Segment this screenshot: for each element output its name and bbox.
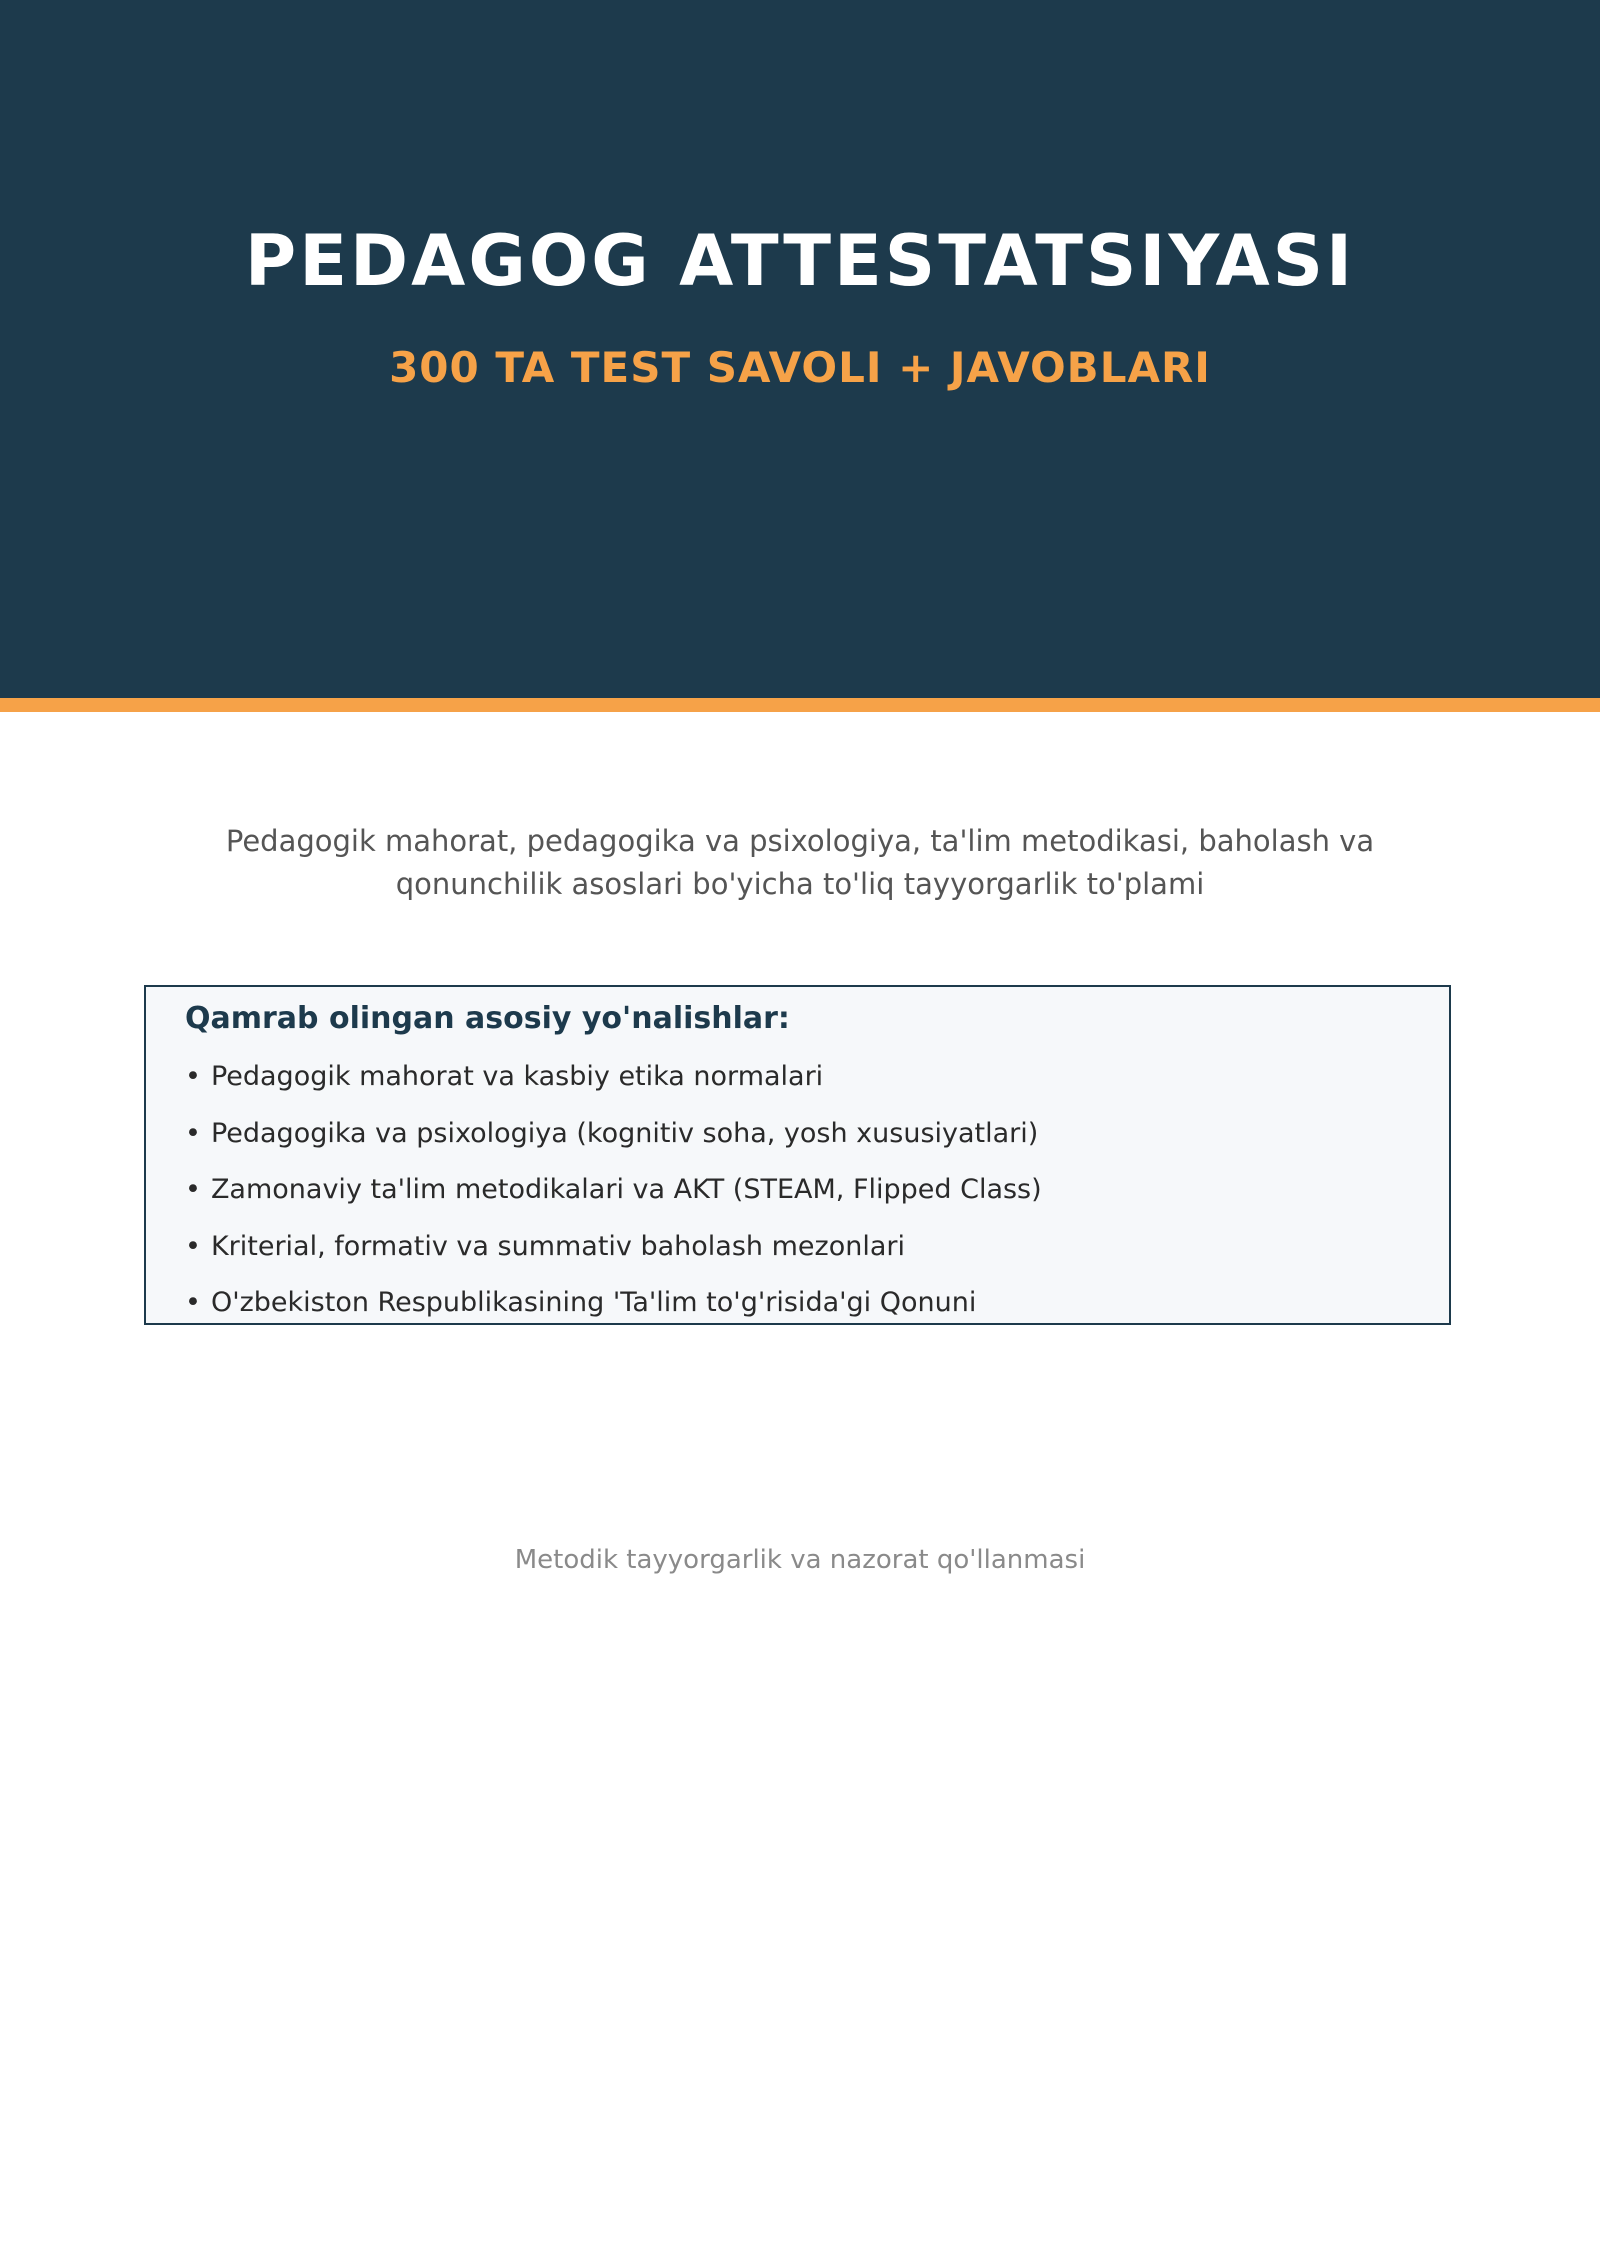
page-title: PEDAGOG ATTESTATSIYASI [244, 220, 1356, 302]
intro-text: Pedagogik mahorat, pedagogika va psixologiya, ta'lim metodikasi, baholash va qonunchilik asoslari bo'yicha to'liq tayyorgarlik to'plami [225, 824, 1375, 901]
list-item [185, 1114, 1042, 1171]
bullet-icon: • [185, 1287, 201, 1318]
bullet-icon: • [185, 1230, 201, 1262]
list-item [185, 1170, 1042, 1227]
bullet-icon: • [185, 1117, 201, 1149]
topics-box [144, 985, 1451, 1325]
topics-list [185, 1057, 1042, 1340]
bullet-icon: • [185, 1174, 201, 1205]
topics-heading: Qamrab olingan asosiy yo'nalishlar: [185, 1001, 790, 1036]
header-accent-stripe [0, 698, 1600, 712]
list-item [185, 1227, 1042, 1284]
page-subtitle: 300 TA TEST SAVOLI + JAVOBLARI [389, 343, 1211, 392]
list-item-text: O'zbekiston Respublikasining 'Ta'lim to'g'risida'gi Qonuni [210, 1287, 977, 1318]
bullet-icon: • [185, 1061, 201, 1092]
footer-note: Metodik tayyorgarlik va nazorat qo'llanmasi [514, 1545, 1086, 1575]
list-item [185, 1283, 1042, 1340]
list-item-text: Pedagogik mahorat va kasbiy etika normalari [210, 1061, 824, 1092]
list-item-text: Kriterial, formativ va summativ baholash mezonlari [210, 1230, 905, 1262]
list-item-text: Zamonaviy ta'lim metodikalari va AKT (STEAM, Flipped Class) [210, 1174, 1042, 1205]
list-item [185, 1057, 1042, 1114]
list-item-text: Pedagogika va psixologiya (kognitiv soha, yosh xususiyatlari) [210, 1117, 1039, 1149]
cover-header [0, 0, 1600, 698]
